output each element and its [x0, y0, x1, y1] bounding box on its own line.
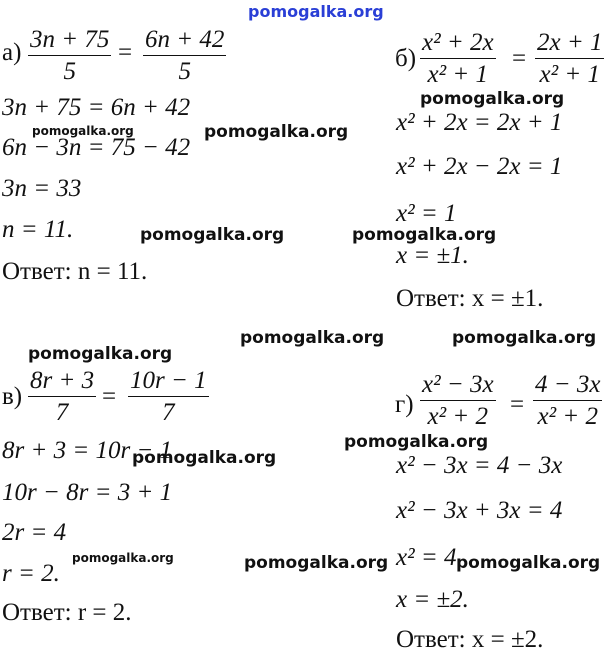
- equals-sign: =: [118, 39, 133, 66]
- problem-a-step-3: 3n = 33: [2, 175, 82, 202]
- problem-b-fraction-right: [535, 30, 604, 87]
- numerator: 3n + 75: [30, 26, 110, 53]
- site-watermark: pomogalka.org: [32, 124, 134, 138]
- site-watermark: pomogalka.org: [132, 448, 277, 468]
- site-watermark: pomogalka.org: [352, 225, 497, 245]
- problem-v-step-3: 2r = 4: [2, 519, 67, 546]
- denominator: x² + 2: [427, 403, 489, 430]
- equals-sign: =: [512, 45, 527, 72]
- problem-a-label: а): [2, 39, 22, 66]
- problem-a-step-4: n = 11.: [2, 216, 74, 243]
- problem-v-label: в): [2, 383, 23, 410]
- numerator: x² − 3x: [422, 371, 494, 398]
- numerator: 4 − 3x: [535, 371, 601, 398]
- numerator: x² + 2x: [422, 29, 494, 56]
- problem-v-step-2: 10r − 8r = 3 + 1: [2, 479, 173, 506]
- problem-g-label: г): [395, 391, 414, 418]
- problem-a-step-1: 3n + 75 = 6n + 42: [2, 94, 191, 121]
- site-watermark: pomogalka.org: [420, 89, 565, 109]
- denominator: 7: [162, 399, 175, 426]
- problem-g-step-4: x = ±2.: [396, 586, 469, 613]
- problem-g-step-3: x² = 4: [396, 544, 457, 571]
- problem-b-fraction-left: [420, 30, 496, 87]
- denominator: x² + 2: [537, 403, 598, 430]
- numerator: 2x + 1: [537, 29, 603, 56]
- site-watermark: pomogalka.org: [240, 328, 385, 348]
- problem-v-fraction-right: [128, 368, 209, 425]
- equals-sign: =: [102, 383, 117, 410]
- problem-a-answer: Ответ: n = 11.: [2, 258, 148, 285]
- problem-v-step-4: r = 2.: [2, 560, 60, 587]
- problem-g-answer: Ответ: x = ±2.: [396, 626, 544, 653]
- problem-g-step-2: x² − 3x + 3x = 4: [396, 497, 563, 524]
- problem-b-step-3: x² = 1: [396, 200, 457, 227]
- numerator: 6n + 42: [145, 26, 225, 53]
- site-watermark: pomogalka.org: [204, 122, 349, 142]
- problem-b-step-1: x² + 2x = 2x + 1: [396, 109, 563, 136]
- problem-a-step-2: 6n − 3n = 75 − 42: [2, 134, 191, 161]
- site-watermark: pomogalka.org: [140, 225, 285, 245]
- site-watermark: pomogalka.org: [28, 344, 173, 364]
- problem-g-fraction-right: [533, 372, 602, 429]
- problem-g-fraction-left: [420, 372, 496, 429]
- site-watermark: pomogalka.org: [456, 553, 601, 573]
- problem-a-fraction-left: [28, 27, 111, 84]
- problem-b-label: б): [395, 45, 417, 72]
- site-watermark: pomogalka.org: [452, 328, 597, 348]
- denominator: x² + 1: [427, 61, 489, 88]
- problem-v-step-1: 8r + 3 = 10r − 1: [2, 437, 173, 464]
- numerator: 10r − 1: [130, 367, 207, 394]
- site-watermark: pomogalka.org: [244, 553, 389, 573]
- site-watermark-top: pomogalka.org: [248, 2, 384, 21]
- problem-b-answer: Ответ: x = ±1.: [396, 285, 544, 312]
- site-watermark: pomogalka.org: [344, 432, 489, 452]
- site-watermark: pomogalka.org: [72, 551, 174, 565]
- problem-b-step-4: x = ±1.: [396, 242, 469, 269]
- denominator: x² + 1: [539, 61, 600, 88]
- denominator: 5: [178, 58, 191, 85]
- numerator: 8r + 3: [30, 367, 95, 394]
- denominator: 5: [63, 58, 76, 85]
- problem-a-fraction-right: [143, 27, 226, 84]
- problem-v-answer: Ответ: r = 2.: [2, 599, 132, 626]
- problem-b-step-2: x² + 2x − 2x = 1: [396, 153, 563, 180]
- problem-g-step-1: x² − 3x = 4 − 3x: [396, 452, 563, 479]
- denominator: 7: [55, 399, 69, 426]
- equals-sign: =: [510, 391, 525, 418]
- problem-v-fraction-left: [28, 368, 96, 425]
